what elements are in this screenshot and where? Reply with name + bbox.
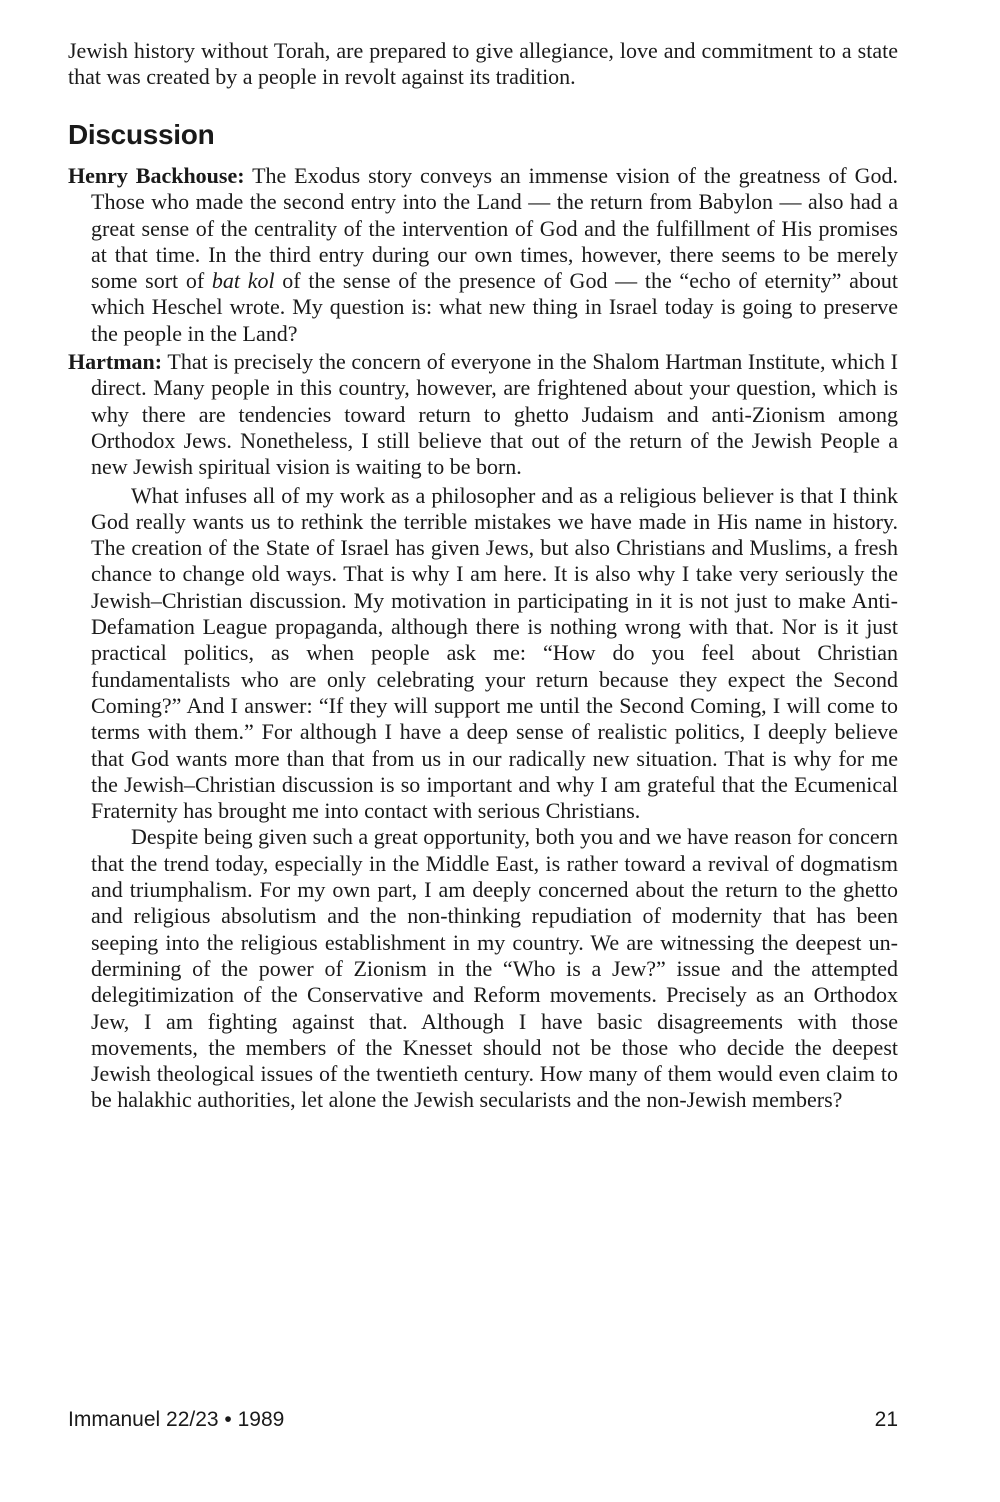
backhouse-text-2: of the sense of the presence of God — the “echo of eternity” about which Heschel wrote. My question is: what new thing in Israel today is going to preserve the people in the Land? <box>91 268 898 346</box>
hartman-paragraph-1 <box>68 349 898 480</box>
intro-paragraph <box>68 38 898 91</box>
hartman-paragraph-2: What infuses all of my work as a philosopher and as a religious believer is that I think God really wants us to rethink the terrible mistakes we have made in His name in history. The creation of the State of Israel has given Jews, but also Christians and Muslims, a fresh chance to change old ways. That is why I am here. It is also why I take very seriously the Jewish–Christian discussion. My motivation in participating in it is not just to make Anti-Defamation League propaganda, although there is nothing wrong with that. Nor is it just practical politics, as when people ask me: “How do you feel about Christian fundamentalists who are only celebrating your return because they expect the Second Coming?” And I answer: “If they will support me until the Second Coming, I will come to terms with them.” For although I have a deep sense of realistic politics, I deeply believe that God wants more than that from us in our radically new situation. That is why for me the Jewish–Christian discussion is so important and why I am grateful that the Ecumenical Fraternity has brought me into contact with serious Christians. <box>91 482 898 824</box>
page-number: 21 <box>874 1408 898 1431</box>
intro-text: Jewish history without Torah, are prepared to give allegiance, love and commitment to a state that was created by a people in revolt against its tradition. <box>68 38 898 90</box>
hartman-text: That is precisely the concern of everyone in the Shalom Hartman Institute, which I direct. Many people in this country, however, are frightened about your question, which is why there are tendencies toward return to ghetto Judaism and anti-Zionism among Orthodox Jews. Nonetheless, I still believe that out of the return of the Jewish People a new Jewish spiritual vision is waiting to be born. <box>91 349 898 480</box>
bat-kol-emphasis: bat kol <box>211 268 275 294</box>
discussion-body <box>68 163 898 1114</box>
speaker-name-hartman: Hartman: <box>68 349 163 375</box>
journal-citation: Immanuel 22/23 • 1989 <box>68 1408 285 1431</box>
backhouse-paragraph <box>68 163 898 347</box>
speaker-name-backhouse: Henry Backhouse: <box>68 163 245 188</box>
section-heading: Discussion <box>68 119 215 150</box>
page-footer <box>68 1407 898 1433</box>
hartman-paragraph-3: Despite being given such a great opportunity, both you and we have reason for concern that the trend today, especially in the Middle East, is rather toward a revival of dogmatism and triumphalism. For my own part, I am deeply concerned about the return to the ghetto and religious absolutism and the non-thinking repudiation of modernity that has been seeping into the religious establishment in my country. We are witnessing the deepest undermining of the power of Zionism in the “Who is a Jew?” issue and the attempted delegitimization of the Conservative and Reform movements. Precisely as an Orthodox Jew, I am fighting against that. Although I have basic disagreements with those movements, the members of the Knesset should not be those who decide the deepest Jewish theological issues of the twentieth century. How many of them would even claim to be halakhic authorities, let alone the Jewish secularists and the non-Jewish members? <box>91 824 898 1113</box>
backhouse-text-1: The Exodus story conveys an immense vision of the greatness of God. Those who made the second entry into the Land — the return from Babylon — also had a great sense of the centrality of the intervention of God and the fulfillment of His promises at that time. In the third entry during our own times, however, there seems to be merely some sort of <box>91 163 898 294</box>
